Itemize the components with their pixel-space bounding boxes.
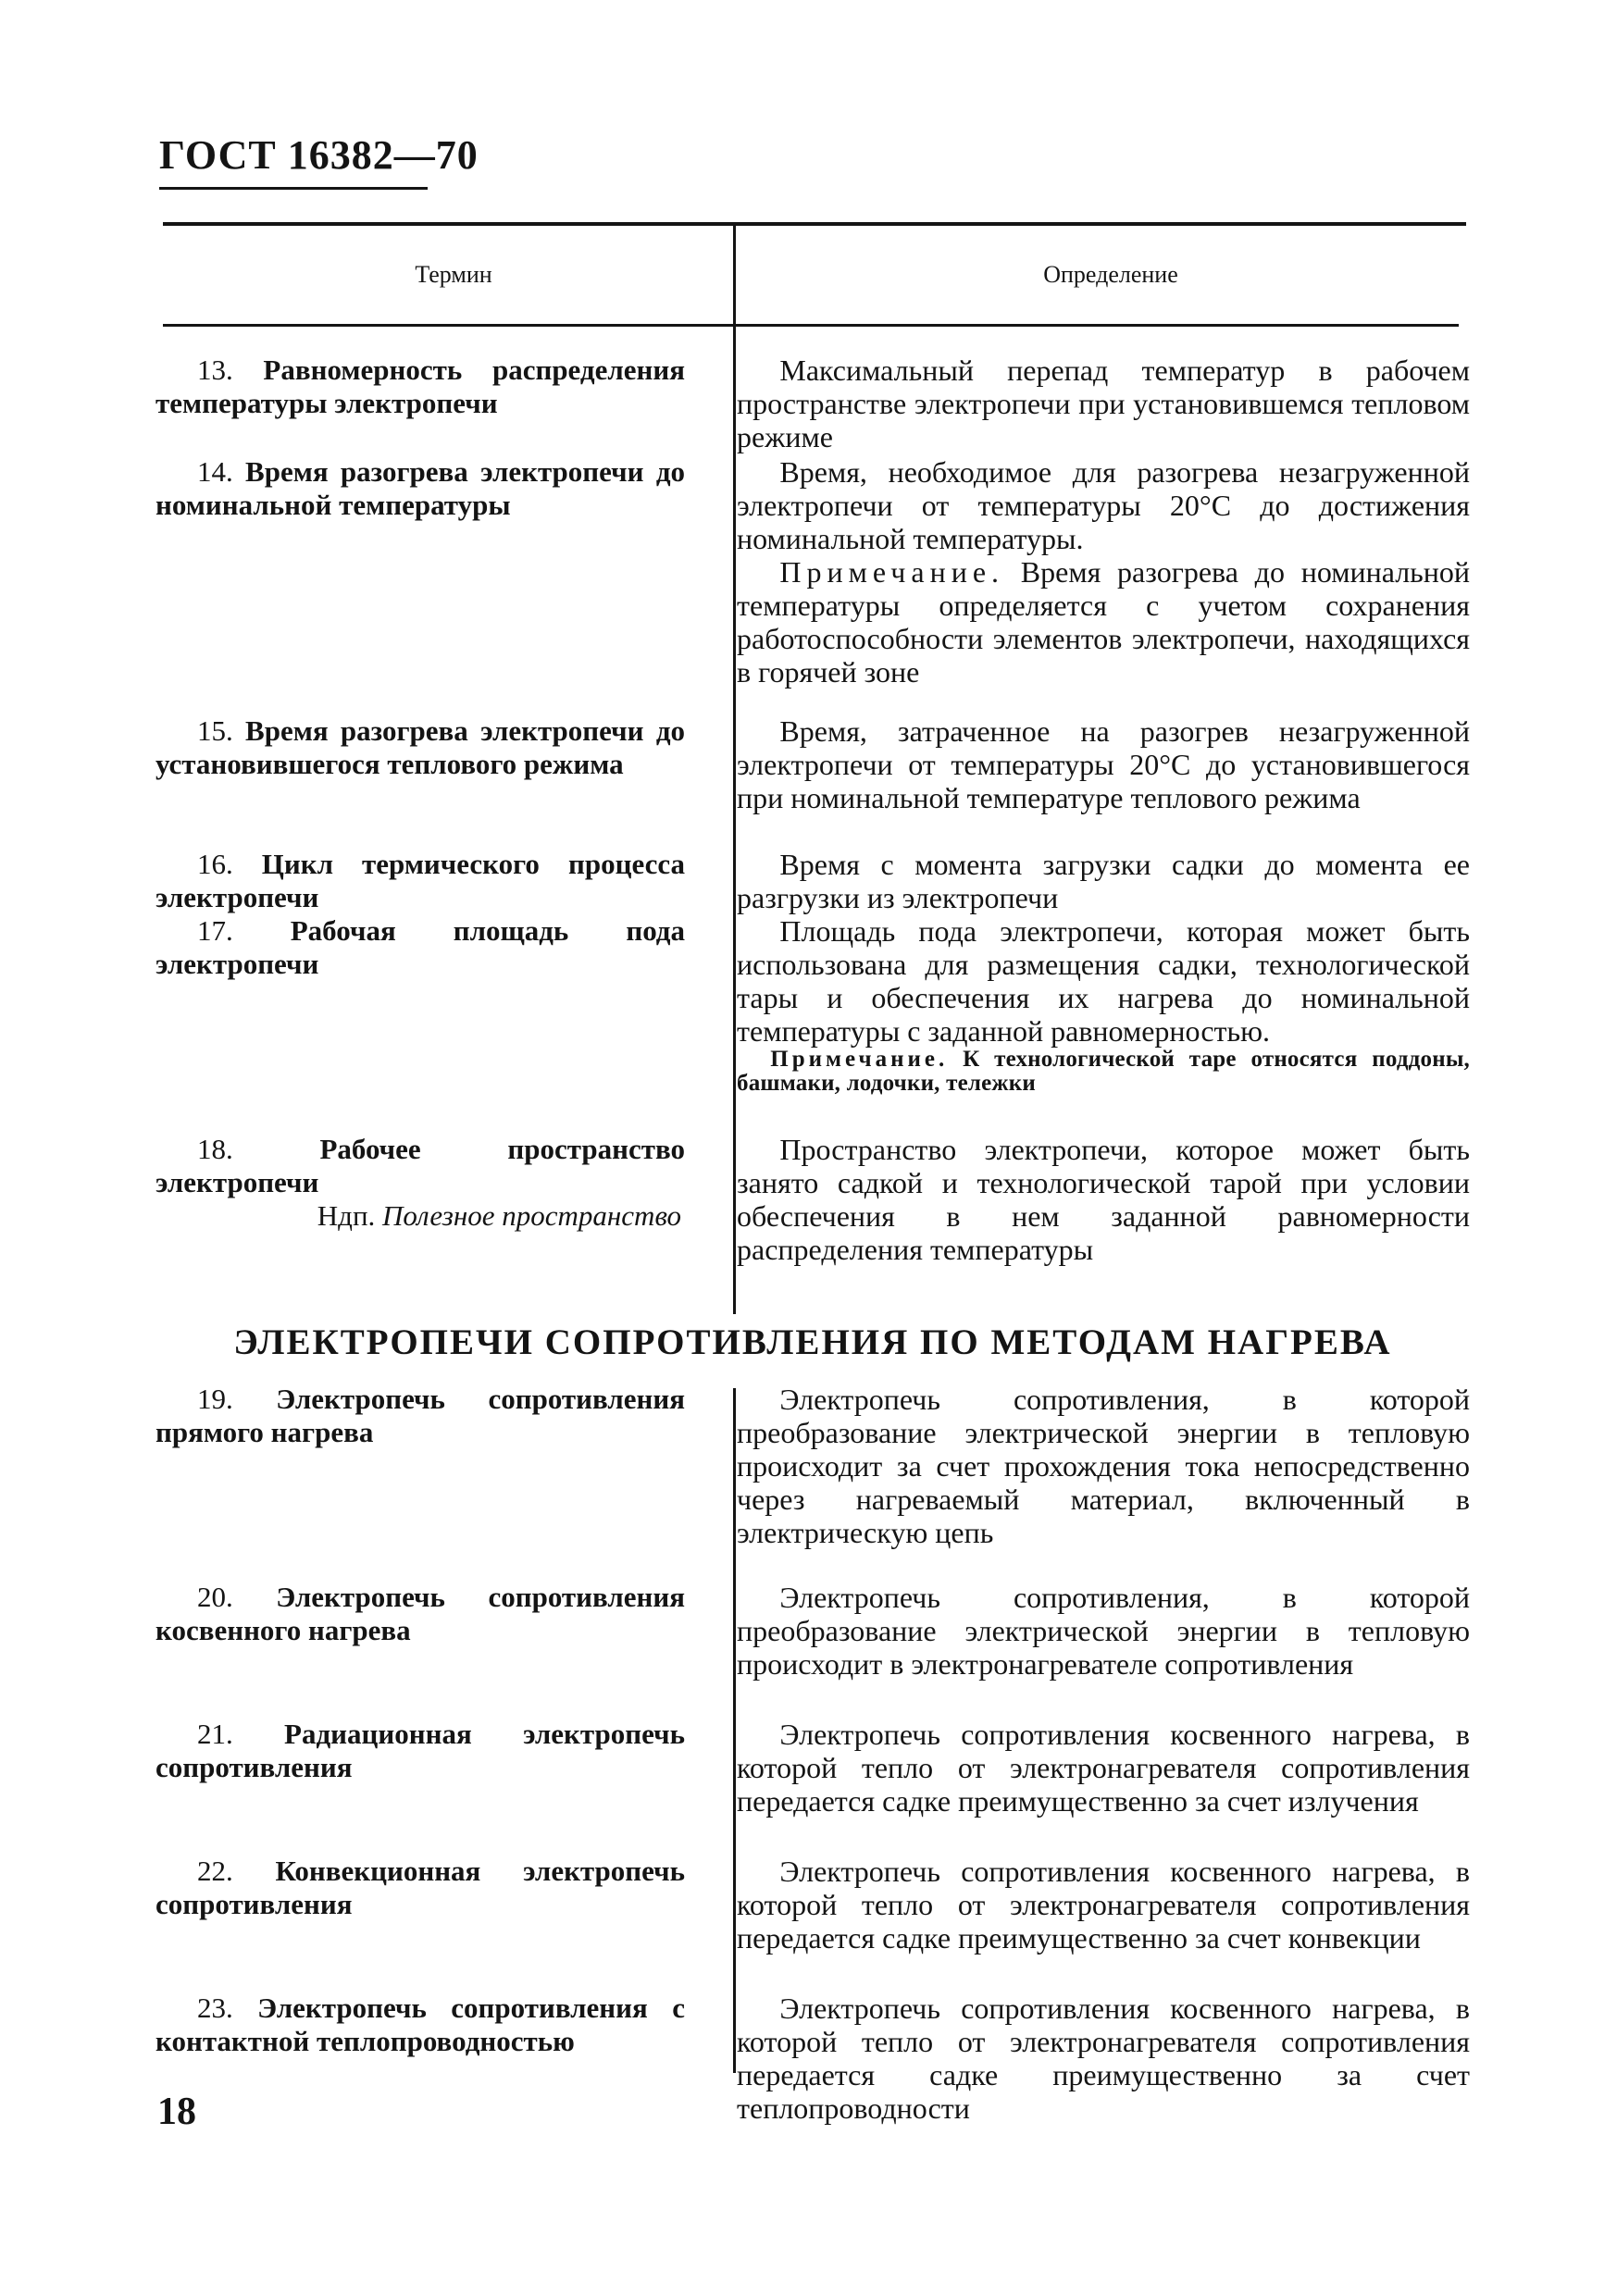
page-number: 18 bbox=[157, 2091, 196, 2133]
term-cell bbox=[155, 1133, 709, 1299]
definition-text: Время, необходимое для разогрева незагруженной электропечи от температуры 20°С до достижения номинальной температуры. bbox=[737, 455, 1470, 555]
term-text: Электропечь сопротивления косвенного нагрева bbox=[155, 1581, 685, 1646]
definition-text: Пространство электропечи, которое может быть занято садкой и технологической тарой при условии обеспечения в нем заданной равномерности распределения температуры bbox=[737, 1133, 1470, 1266]
table-row bbox=[155, 714, 1470, 848]
note-label: Примечание. bbox=[770, 1047, 949, 1072]
term-number: 21. bbox=[196, 1718, 233, 1750]
term-cell bbox=[155, 1383, 709, 1581]
term-cell bbox=[155, 714, 709, 848]
definition-cell bbox=[709, 1383, 1470, 1581]
term-cell bbox=[155, 1855, 709, 1992]
term-number: 14. bbox=[196, 455, 233, 488]
definition-text: Электропечь сопротивления косвенного нагрева, в которой тепло от электронагревателя сопротивления передается садке преимущественно за счет теплопроводности bbox=[737, 1992, 1470, 2125]
note-text: К технологической таре относятся поддоны, башмаки, лодочки, тележки bbox=[737, 1047, 1470, 1096]
term-text: Рабочая площадь пода электропечи bbox=[155, 914, 685, 980]
definition-cell bbox=[709, 714, 1470, 848]
definition-text: Максимальный перепад температур в рабочем пространстве электропечи при установившемся тепловом режиме bbox=[737, 354, 1470, 453]
term-text: Электропечь сопротивления с контактной теплопроводностью bbox=[155, 1992, 686, 2057]
synonym-label: Ндп. bbox=[317, 1199, 376, 1232]
definition-text: Электропечь сопротивления косвенного нагрева, в которой тепло от электронагревателя сопротивления передается садке преимущественно за счет излучения bbox=[737, 1718, 1470, 1818]
definition-text: Электропечь сопротивления, в которой преобразование электрической энергии в тепловую происходит за счет прохождения тока непосредственно через нагреваемый материал, включенный в электрическую цепь bbox=[737, 1383, 1470, 1549]
section-heading: ЭЛЕКТРОПЕЧИ СОПРОТИВЛЕНИЯ ПО МЕТОДАМ НАГРЕВА bbox=[233, 1322, 1392, 1362]
table-row bbox=[155, 1581, 1470, 1718]
table-row bbox=[155, 848, 1470, 914]
table-header-rule bbox=[163, 324, 1459, 327]
definition-text: Время, затраченное на разогрев незагруженной электропечи от температуры 20°С до установившегося при номинальной температуре теплового режима bbox=[737, 714, 1470, 814]
note-label: Примечание. bbox=[779, 555, 1005, 589]
note bbox=[737, 1048, 1470, 1096]
header-underline bbox=[159, 187, 428, 190]
definition-cell bbox=[709, 914, 1470, 1133]
table-row bbox=[155, 1992, 1470, 2128]
table-row bbox=[155, 914, 1470, 1133]
term-cell bbox=[155, 1581, 709, 1718]
term-text: Время разогрева электропечи до установившегося теплового режима bbox=[155, 714, 686, 780]
term-number: 20. bbox=[196, 1581, 233, 1613]
term-text: Равномерность распределения температуры электропечи bbox=[155, 354, 685, 419]
term-number: 15. bbox=[196, 714, 233, 747]
term-number: 22. bbox=[196, 1855, 233, 1887]
term-cell bbox=[155, 914, 709, 1133]
term-text: Конвекционная электропечь сопротивления bbox=[155, 1855, 686, 1920]
definition-cell bbox=[709, 1855, 1470, 1992]
nonrecommended-synonym bbox=[155, 1199, 685, 1233]
term-cell bbox=[155, 1992, 709, 2128]
term-number: 18. bbox=[196, 1133, 233, 1165]
column-header-term: Термин bbox=[415, 261, 492, 288]
definition-cell bbox=[709, 354, 1470, 455]
table-row bbox=[155, 1855, 1470, 1992]
synonym-text: Полезное пространство bbox=[382, 1199, 681, 1232]
term-cell bbox=[155, 354, 709, 455]
term-number: 19. bbox=[196, 1383, 233, 1415]
table-row bbox=[155, 354, 1470, 455]
note bbox=[737, 555, 1470, 689]
term-number: 16. bbox=[196, 848, 233, 880]
definition-text: Электропечь сопротивления косвенного нагрева, в которой тепло от электронагревателя сопротивления передается садке преимущественно за счет конвекции bbox=[737, 1855, 1470, 1955]
term-cell bbox=[155, 455, 709, 714]
table-row bbox=[155, 1133, 1470, 1299]
definition-cell bbox=[709, 455, 1470, 714]
table-top-rule bbox=[163, 222, 1466, 226]
definition-text: Электропечь сопротивления, в которой преобразование электрической энергии в тепловую происходит в электронагревателе сопротивления bbox=[737, 1581, 1470, 1681]
term-text: Цикл термического процесса электропечи bbox=[155, 848, 685, 913]
term-cell bbox=[155, 1718, 709, 1855]
table-row bbox=[155, 455, 1470, 714]
column-header-definition: Определение bbox=[1043, 261, 1178, 288]
term-cell bbox=[155, 848, 709, 914]
term-number: 23. bbox=[196, 1992, 233, 2024]
definition-text: Площадь пода электропечи, которая может быть использована для размещения садки, технологической тары и обеспечения их нагрева до номинальной температуры с заданной равномерностью. bbox=[737, 914, 1470, 1048]
definition-text: Время с момента загрузки садки до момента ее разгрузки из электропечи bbox=[737, 848, 1470, 914]
definition-cell bbox=[709, 1992, 1470, 2128]
definition-cell bbox=[709, 848, 1470, 914]
term-text: Радиационная электропечь сопротивления bbox=[155, 1718, 685, 1783]
term-number: 17. bbox=[196, 914, 233, 947]
note-text: Время разогрева до номинальной температуры определяется с учетом сохранения работоспособности элементов электропечи, находящихся в горячей зоне bbox=[737, 555, 1471, 689]
term-text: Рабочее пространство электропечи bbox=[155, 1133, 685, 1198]
term-text: Время разогрева электропечи до номинальной температуры bbox=[155, 455, 686, 521]
definition-cell bbox=[709, 1581, 1470, 1718]
table-row bbox=[155, 1383, 1470, 1581]
term-text: Электропечь сопротивления прямого нагрева bbox=[155, 1383, 685, 1448]
document-header: ГОСТ 16382—70 bbox=[159, 132, 479, 178]
definition-cell bbox=[709, 1133, 1470, 1299]
table-row bbox=[155, 1718, 1470, 1855]
terms-table-b bbox=[155, 1383, 1470, 2128]
terms-table-a bbox=[155, 354, 1470, 1299]
term-number: 13. bbox=[196, 354, 233, 386]
definition-cell bbox=[709, 1718, 1470, 1855]
